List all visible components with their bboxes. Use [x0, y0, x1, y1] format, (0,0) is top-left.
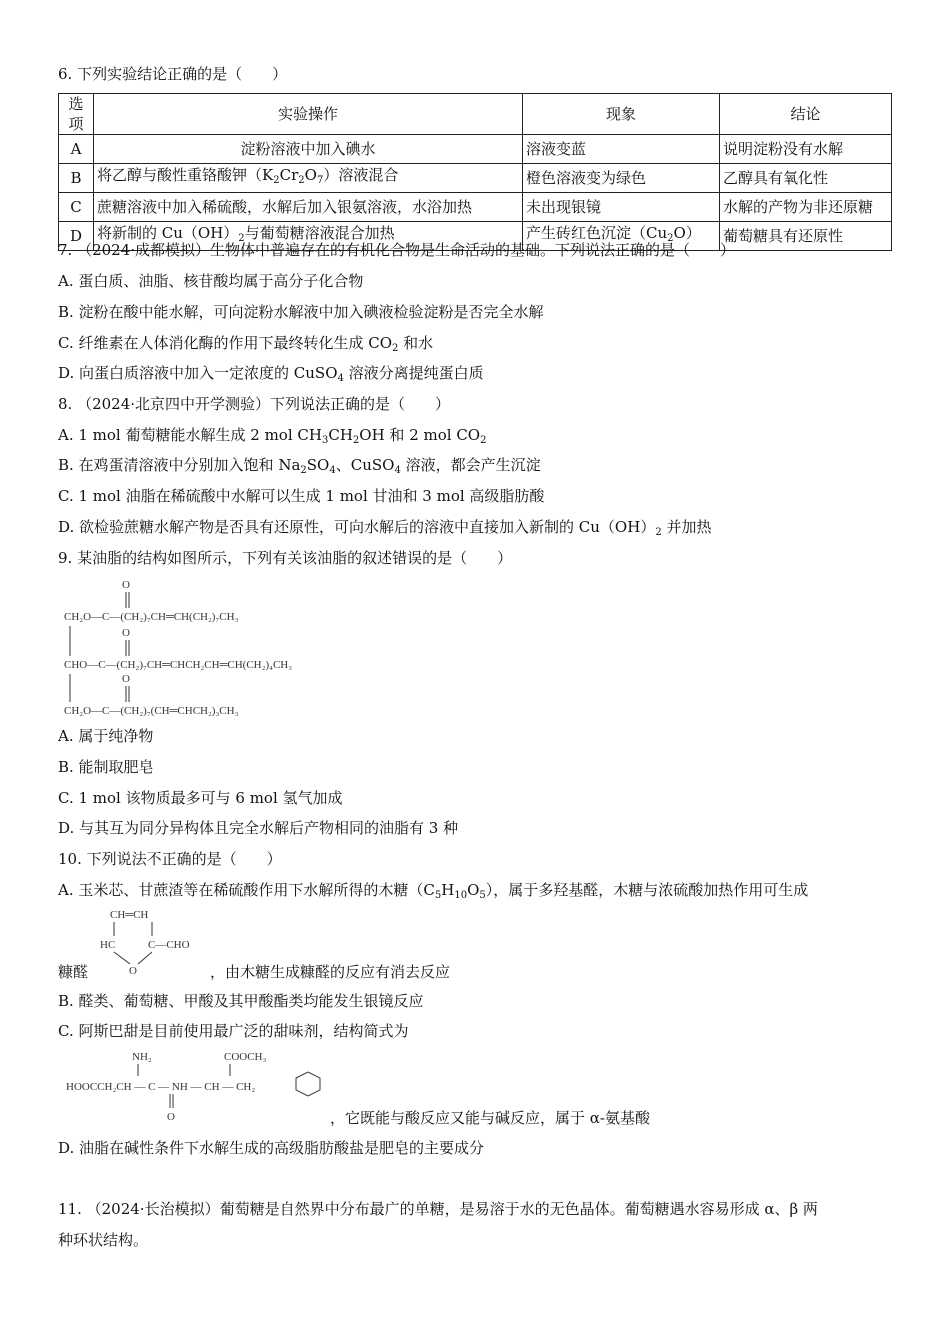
header-operation: 实验操作 [94, 94, 523, 135]
q9-option-a: A. 属于纯净物 [58, 727, 154, 745]
q10-option-d: D. 油脂在碱性条件下水解生成的高级脂肪酸盐是肥皂的主要成分 [58, 1139, 485, 1157]
row-conclusion: 说明淀粉没有水解 [720, 135, 892, 164]
q6-stem: 6. 下列实验结论正确的是（ ） [58, 65, 288, 83]
row-option: D [59, 222, 94, 251]
q9-stem: 9. 某油脂的结构如图所示，下列有关该油脂的叙述错误的是（ ） [58, 549, 513, 567]
header-conclusion: 结论 [720, 94, 892, 135]
q8-option-a: A. 1 mol 葡萄糖能水解生成 2 mol $CH_3CH_2OH$ 和 2 mol $CO_2$ [58, 426, 487, 446]
table-row [59, 135, 892, 164]
q7-option-c: C. 纤维素在人体消化酶的作用下最终转化生成 $CO_2$ 和水 [58, 334, 434, 354]
table-header-row [59, 94, 892, 135]
experiment-table [58, 93, 892, 251]
aspartame-structure-diagram [64, 1044, 334, 1124]
row-conclusion: 水解的产物为非还原糖 [720, 193, 892, 222]
row-option: C [59, 193, 94, 222]
fat-carbonyl-o1: O [122, 579, 130, 591]
q9-option-c: C. 1 mol 该物质最多可与 6 mol 氢气加成 [58, 789, 343, 807]
aspartame-ester: COOCH₃ [224, 1051, 267, 1063]
q10-option-b: B. 醛类、葡萄糖、甲酸及其甲酸酯类均能发生银镜反应 [58, 992, 424, 1010]
fat-carbonyl-o2: O [122, 627, 130, 639]
furfural-left: HC [100, 939, 116, 951]
furfural-oxygen: O [129, 965, 137, 977]
header-phenomenon: 现象 [523, 94, 720, 135]
benzene-ring [296, 1072, 320, 1096]
q10-stem: 10. 下列说法不正确的是（ ） [58, 850, 282, 868]
aspartame-backbone: HOOCCH₂CH — C — NH — CH — CH₂ [66, 1081, 256, 1093]
q7-option-b: B. 淀粉在酸中能水解，可向淀粉水解液中加入碘液检验淀粉是否完全水解 [58, 303, 544, 321]
row-phenomenon: 溶液变蓝 [523, 135, 720, 164]
row-phenomenon: 未出现银镜 [523, 193, 720, 222]
row-option: A [59, 135, 94, 164]
row-operation: 将乙醇与酸性重铬酸钾$(K_2Cr_2O_7)$溶液混合 [94, 164, 523, 193]
row-phenomenon: 产生砖红色沉淀$(Cu_2O)$ [523, 222, 720, 251]
furfural-top: CH═CH [110, 909, 149, 921]
row-phenomenon: 橙色溶液变为绿色 [523, 164, 720, 193]
q8-option-c: C. 1 mol 油脂在稀硫酸中水解可以生成 1 mol 甘油和 3 mol 高级脂肪酸 [58, 487, 545, 505]
row-operation: 淀粉溶液中加入碘水 [94, 135, 523, 164]
aspartame-amino: NH₂ [132, 1051, 152, 1063]
row-operation: 将新制的 $Cu(OH)_2$与葡萄糖溶液混合加热 [94, 222, 523, 251]
row-conclusion: 葡萄糖具有还原性 [720, 222, 892, 251]
q11-line2: 种环状结构。 [58, 1231, 149, 1249]
table-row [59, 164, 892, 193]
q7-stem: 7. （2024·成都模拟）生物体中普遍存在的有机化合物是生命活动的基础。下列说法正确的是（ ） [58, 241, 736, 259]
q10-furfural-label: 糠醛 [58, 963, 89, 981]
row-conclusion: 乙醇具有氧化性 [720, 164, 892, 193]
fat-chain-3: CH₂O—C—(CH₂)₇(CH═CHCH₂)₃CH₃ [64, 705, 239, 717]
q8-stem: 8. （2024·北京四中开学测验）下列说法正确的是（ ） [58, 395, 451, 413]
row-operation: 蔗糖溶液中加入稀硫酸，水解后加入银氨溶液，水浴加热 [94, 193, 523, 222]
header-option: 选项 [59, 94, 94, 135]
q7-option-a: A. 蛋白质、油脂、核苷酸均属于高分子化合物 [58, 272, 364, 290]
q10-option-c: C. 阿斯巴甜是目前使用最广泛的甜味剂，结构简式为 [58, 1022, 409, 1040]
fat-carbonyl-o3: O [122, 673, 130, 685]
q11-line1: 11. （2024·长治模拟）葡萄糖是自然界中分布最广的单糖，是易溶于水的无色晶体。葡萄糖遇水容易形成 α、β 两 [58, 1200, 818, 1218]
q9-option-b: B. 能制取肥皂 [58, 758, 154, 776]
fat-structure-diagram [64, 576, 434, 718]
aspartame-carbonyl-o: O [167, 1111, 175, 1123]
table-row [59, 193, 892, 222]
q8-option-d: D. 欲检验蔗糖水解产物是否具有还原性，可向水解后的溶液中直接加入新制的 $Cu(OH)_2$ 并加热 [58, 518, 712, 538]
q9-option-d: D. 与其互为同分异构体且完全水解后产物相同的油脂有 3 种 [58, 819, 459, 837]
q8-option-b: B. 在鸡蛋清溶液中分别加入饱和 $Na_2SO_4$、CuSO$_4$ 溶液，都会产生沉淀 [58, 456, 541, 476]
q10-option-c-tail: ，它既能与酸反应又能与碱反应，属于 α-氨基酸 [330, 1109, 650, 1127]
fat-chain-1: CH₂O—C—(CH₂)₇CH═CH(CH₂)₇CH₃ [64, 611, 239, 623]
q10-option-a-tail: ，由木糖生成糠醛的反应有消去反应 [210, 963, 451, 981]
furfural-right: C—CHO [148, 939, 190, 951]
q10-option-a: A. 玉米芯、甘蔗渣等在稀硫酸作用下水解所得的木糖$(C_5H_{10}O_5)$，属于多羟基醛，木糖与浓硫酸加热作用可生成 [58, 881, 809, 901]
row-option: B [59, 164, 94, 193]
fat-chain-2: CHO—C—(CH₂)₇CH═CHCH₂CH═CH(CH₂)₄CH₃ [64, 659, 293, 671]
q7-option-d: D. 向蛋白质溶液中加入一定浓度的 CuSO$_4$ 溶液分离提纯蛋白质 [58, 364, 484, 384]
furfural-structure-diagram [96, 904, 216, 978]
